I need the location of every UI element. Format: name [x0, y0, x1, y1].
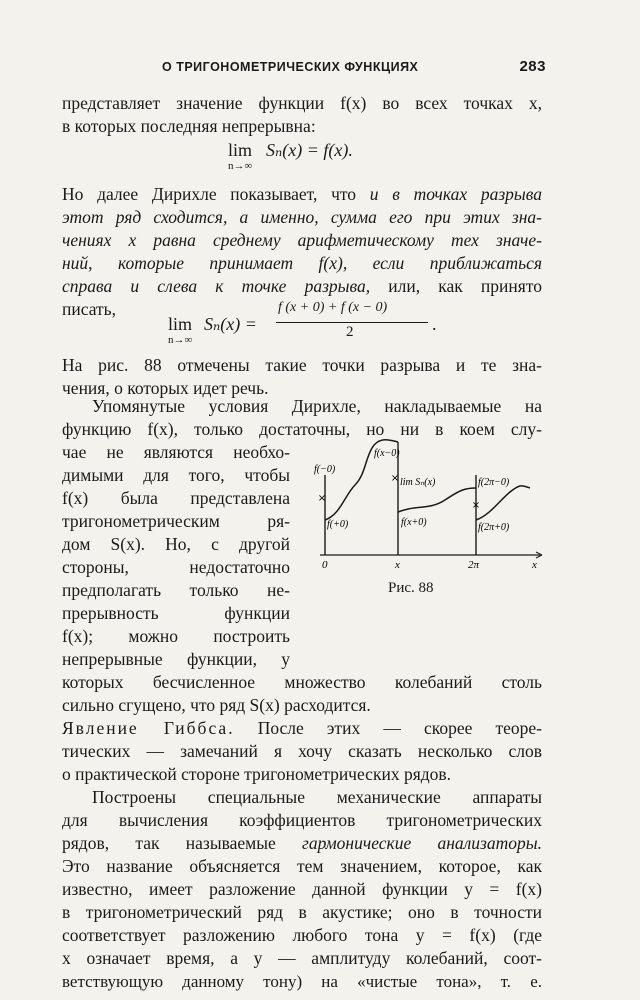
tick-label-x: x [395, 559, 400, 571]
text-line [62, 832, 542, 855]
text-line: Построены специальные механические аппараты [92, 787, 542, 807]
text-line: стороны, недостаточно [62, 557, 290, 577]
formula-body: Sₙ(x) = f(x). [266, 140, 353, 160]
text-line: писать, [62, 299, 117, 319]
text-line [62, 183, 542, 206]
text-line: x означает время, а y — амплитуду колебаний, соот- [62, 948, 542, 968]
midpoint-marker-2pi: × [471, 500, 481, 511]
label-f-x-plus-0: f(x+0) [401, 517, 427, 528]
text-line: соответствует разложению любого тона y = f(x) (где [62, 925, 542, 945]
text-line: ветствующую данному тону) на «чистые тона», т. е. [62, 972, 542, 991]
text-line: предполагать только не- [62, 580, 290, 600]
text-line: На рис. 88 отмечены такие точки разрыва и те зна- [62, 355, 542, 375]
lim-subscript: n→∞ [168, 334, 193, 346]
midpoint-marker-x: × [390, 473, 400, 484]
text-line: для вычисления коэффициентов тригонометрических [62, 810, 542, 830]
text-line: ний, которые принимает f(x), если приближаться [62, 253, 542, 273]
midpoint-marker-0: × [317, 493, 327, 504]
text-line: чения, о которых идет речь. [62, 378, 269, 398]
label-f-minus-0: f(−0) [314, 464, 336, 475]
text-line: чае не являются необхо- [62, 442, 290, 462]
formula-limit-1 [228, 140, 398, 176]
text-line: представляет значение функции f(x) во всех точках x, [62, 93, 542, 113]
text-line: известно, имеет разложение данной функции y = f(x) [62, 879, 542, 899]
text-line: чениях x равна среднему арифметическому тех значе- [62, 230, 542, 250]
label-f-2pi-minus-0: f(2π−0) [478, 477, 510, 488]
text-line: в тригонометрический ряд в акустике; оно в точности [62, 902, 542, 922]
running-header [62, 58, 546, 78]
figure-caption: Рис. 88 [388, 580, 434, 596]
chapter-title: О ТРИГОНОМЕТРИЧЕСКИХ ФУНКЦИЯХ [162, 60, 419, 74]
fraction-bar [276, 322, 428, 323]
label-f-2pi-plus-0: f(2π+0) [478, 522, 510, 533]
figure-88 [300, 430, 550, 580]
text-line: тригонометрическим ря- [62, 511, 290, 531]
label-f-plus-0: f(+0) [327, 519, 349, 530]
label-lim-sn: lim Sₙ(x) [400, 477, 436, 488]
lim-operator: lim [168, 314, 193, 334]
axis-label-x: x [532, 559, 537, 571]
text-line: f(x) была представлена [62, 488, 290, 508]
lim-operator: lim [228, 140, 253, 160]
text-line: f(x); можно построить [62, 626, 290, 646]
label-f-x-minus-0: f(x−0) [374, 448, 400, 459]
text-line: тических — замечаний я хочу сказать несколько слов [62, 741, 542, 761]
text-line: о практической стороне тригонометрических рядов. [62, 764, 452, 784]
fraction-denominator: 2 [346, 324, 354, 340]
text-line [62, 275, 542, 298]
fraction-numerator: f (x + 0) + f (x − 0) [278, 300, 388, 315]
tick-label-0: 0 [322, 559, 328, 571]
formula-period: . [432, 314, 437, 334]
text-line: в которых последняя непрерывна: [62, 116, 316, 136]
text-span: рядов, так называемые [62, 833, 303, 853]
text-span-italic: гармонические анализаторы. [302, 833, 542, 853]
text-line: прерывность функции [62, 603, 290, 623]
text-line: функцию f(x), только достаточны, но ни в коем слу- [62, 419, 542, 439]
text-span-italic: и в точках разрыва [369, 184, 542, 204]
text-span: Но далее Дирихле показывает, что [62, 184, 370, 204]
text-span: После этих — скорее теоре- [234, 718, 542, 738]
section-heading-spaced: Явление Гиббса. [62, 718, 235, 738]
lim-subscript: n→∞ [228, 160, 253, 172]
text-line: сильно сгущено, что ряд S(x) расходится. [62, 695, 371, 715]
formula-limit-2 [168, 300, 448, 346]
text-line: дом S(x). Но, с другой [62, 534, 290, 554]
text-line: Упомянутые условия Дирихле, накладываемые на [92, 396, 542, 416]
page-number: 283 [519, 58, 546, 75]
text-span: или, как принято [370, 276, 542, 296]
text-line: этот ряд сходится, а именно, сумма его при этих зна- [62, 207, 542, 227]
text-line: димыми для того, чтобы [62, 465, 290, 485]
text-line [62, 717, 542, 740]
text-line: непрерывные функции, у [62, 649, 290, 669]
text-line: которых бесчисленное множество колебаний столь [62, 672, 542, 692]
text-span-italic: справа и слева к точке разрыва, [62, 276, 371, 296]
tick-label-2pi: 2π [468, 559, 480, 571]
curve-segment-3 [476, 486, 530, 520]
formula-lhs: Sₙ(x) = [204, 314, 257, 334]
curve-segment-2 [398, 488, 476, 512]
text-line: Это название объясняется тем значением, которое, как [62, 856, 542, 876]
